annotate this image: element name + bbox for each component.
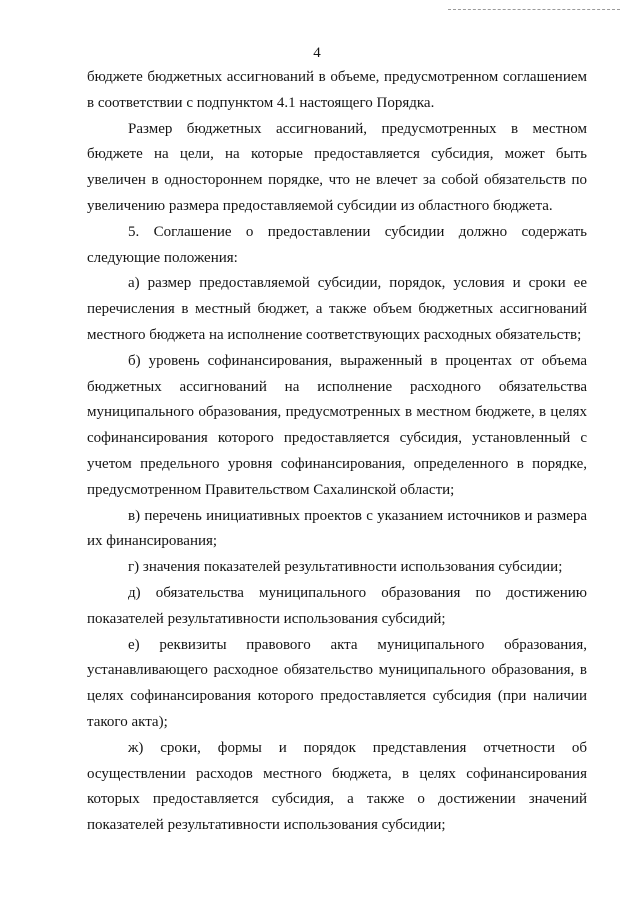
list-item-zh: ж) сроки, формы и порядок представления отчетности об осуществлении расходов местного бюджета, в целях софинансирования которых предоставляется субсидия, а также о достижении значений показателей результативности использования субсидии;	[87, 739, 587, 834]
list-item-e: е) реквизиты правового акта муниципального образования, устанавливающего расходное обязательство муниципального образования, в целях софинансирования которого предоставляется субсидия (при наличии такого акта);	[87, 636, 587, 730]
list-item-a: а) размер предоставляемой субсидии, порядок, условия и сроки ее перечисления в местный бюджет, а также объем бюджетных ассигнований местного бюджета на исполнение соответствующих расходных обязательств;	[87, 275, 587, 343]
list-item-g: г) значения показателей результативности использования субсидии;	[128, 559, 563, 576]
list-item-v: в) перечень инициативных проектов с указанием источников и размера их финансирования;	[87, 507, 587, 550]
paragraph-budget-increase: Размер бюджетных ассигнований, предусмотренных в местном бюджете на цели, на которые предоставляется субсидия, может быть увеличен в одностороннем порядке, что не влечет за собой обязательств по увеличению размера предоставляемой субсидии из областного бюджета.	[87, 120, 587, 214]
document-body	[87, 65, 587, 839]
page-number: 4	[313, 45, 321, 61]
list-item-d: д) обязательства муниципального образования по достижению показателей результативности использования субсидий;	[87, 584, 587, 627]
scan-edge-mark	[448, 9, 620, 10]
paragraph-continuation: бюджете бюджетных ассигнований в объеме, предусмотренном соглашением в соответствии с подпунктом 4.1 настоящего Порядка.	[87, 69, 587, 111]
list-item-b: б) уровень софинансирования, выраженный в процентах от объема бюджетных ассигнований на исполнение расходного обязательства муниципального образования, предусмотренных в местном бюджете, в целях софинансирования которого предоставляется субсидия, установленный с учетом предельного уровня софинансирования, определенного в порядке, предусмотренном Правительством Сахалинской области;	[87, 352, 587, 498]
paragraph-agreement-clause-5: 5. Соглашение о предоставлении субсидии должно содержать следующие положения:	[87, 223, 587, 266]
